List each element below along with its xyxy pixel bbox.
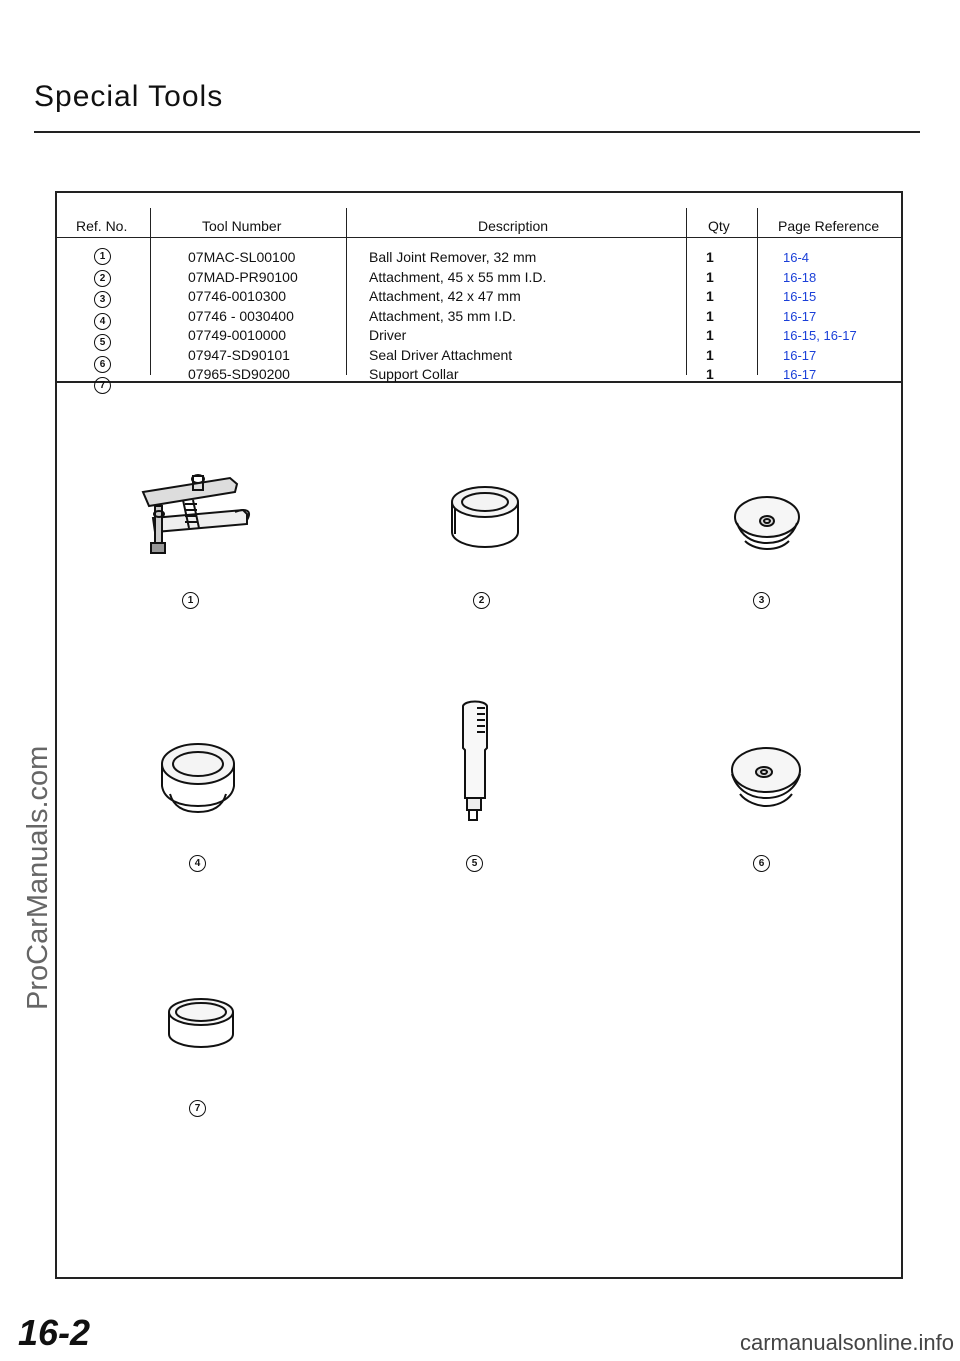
- header-divider: [55, 237, 903, 238]
- callout-5: 5: [466, 855, 483, 872]
- tool-number: 07947-SD90101: [188, 346, 290, 363]
- tool-number: 07965-SD90200: [188, 366, 290, 382]
- page-reference-column: [783, 248, 857, 385]
- ref-number: 1: [94, 248, 111, 265]
- header-ref-no: Ref. No.: [76, 218, 128, 234]
- support-collar-illustration: [164, 994, 238, 1054]
- page-reference-link[interactable]: 16-17: [783, 347, 817, 363]
- ref-column: [94, 248, 111, 399]
- header-page-reference: Page Reference: [778, 218, 880, 234]
- callout-1: 1: [182, 592, 199, 609]
- header-qty: Qty: [708, 218, 730, 234]
- tool-qty: 1: [706, 346, 714, 363]
- ref-number: 3: [94, 291, 111, 308]
- callout-6: 6: [753, 855, 770, 872]
- seal-driver-attachment-illustration: [728, 742, 804, 810]
- tool-description: Support Collar: [369, 366, 459, 382]
- tool-description: Attachment, 35 mm I.D.: [369, 307, 517, 324]
- column-divider: [757, 208, 758, 375]
- tool-number: 07MAC-SL00100: [188, 249, 296, 265]
- tool-description: Seal Driver Attachment: [369, 346, 513, 363]
- attachment-35-illustration: [156, 740, 240, 815]
- ref-number: 6: [94, 356, 111, 373]
- tool-number: 07MAD-PR90100: [188, 268, 298, 285]
- tool-number: 07746 - 0030400: [188, 307, 294, 324]
- callout-4: 4: [189, 855, 206, 872]
- attachment-42x47-illustration: [731, 491, 803, 555]
- tool-description: Driver: [369, 327, 407, 343]
- page-reference-link[interactable]: 16-15, 16-17: [783, 328, 857, 343]
- callout-3: 3: [753, 592, 770, 609]
- header-description: Description: [478, 218, 549, 234]
- qty-column: [706, 248, 714, 385]
- header-tool-number: Tool Number: [202, 218, 282, 234]
- tool-qty: 1: [706, 288, 714, 304]
- tool-number: 07746-0010300: [188, 288, 287, 304]
- ref-number: 7: [94, 377, 111, 394]
- title-rule: [34, 131, 920, 133]
- page-reference-link[interactable]: 16-18: [783, 269, 817, 285]
- tool-number-column: [188, 248, 298, 385]
- tool-qty: 1: [706, 268, 714, 285]
- tool-qty: 1: [706, 249, 714, 265]
- callout-7: 7: [189, 1100, 206, 1117]
- side-watermark: ProCarManuals.com: [22, 745, 54, 1010]
- tool-qty: 1: [706, 366, 714, 382]
- callout-2: 2: [473, 592, 490, 609]
- ref-number: 5: [94, 334, 111, 351]
- page-reference-link[interactable]: 16-17: [783, 367, 817, 382]
- ref-number: 4: [94, 313, 111, 330]
- page-title: Special Tools: [34, 80, 224, 113]
- ball-joint-remover-illustration: [135, 470, 260, 565]
- driver-illustration: [455, 698, 500, 823]
- tool-description: Ball Joint Remover, 32 mm: [369, 249, 537, 265]
- description-column: [369, 248, 546, 385]
- page-reference-link[interactable]: 16-17: [783, 308, 817, 324]
- tool-qty: 1: [706, 307, 714, 324]
- tool-number: 07749-0010000: [188, 327, 287, 343]
- page-number: 16-2: [18, 1312, 91, 1353]
- footer-watermark: carmanualsonline.info: [739, 1330, 954, 1355]
- tool-description: Attachment, 45 x 55 mm I.D.: [369, 268, 547, 285]
- column-divider: [686, 208, 687, 375]
- tool-description: Attachment, 42 x 47 mm: [369, 288, 521, 304]
- column-divider: [150, 208, 151, 375]
- page-reference-link[interactable]: 16-4: [783, 250, 810, 265]
- ref-number: 2: [94, 270, 111, 287]
- attachment-45x55-illustration: [445, 484, 525, 554]
- page-reference-link[interactable]: 16-15: [783, 289, 817, 304]
- tool-qty: 1: [706, 327, 714, 343]
- column-divider: [346, 208, 347, 375]
